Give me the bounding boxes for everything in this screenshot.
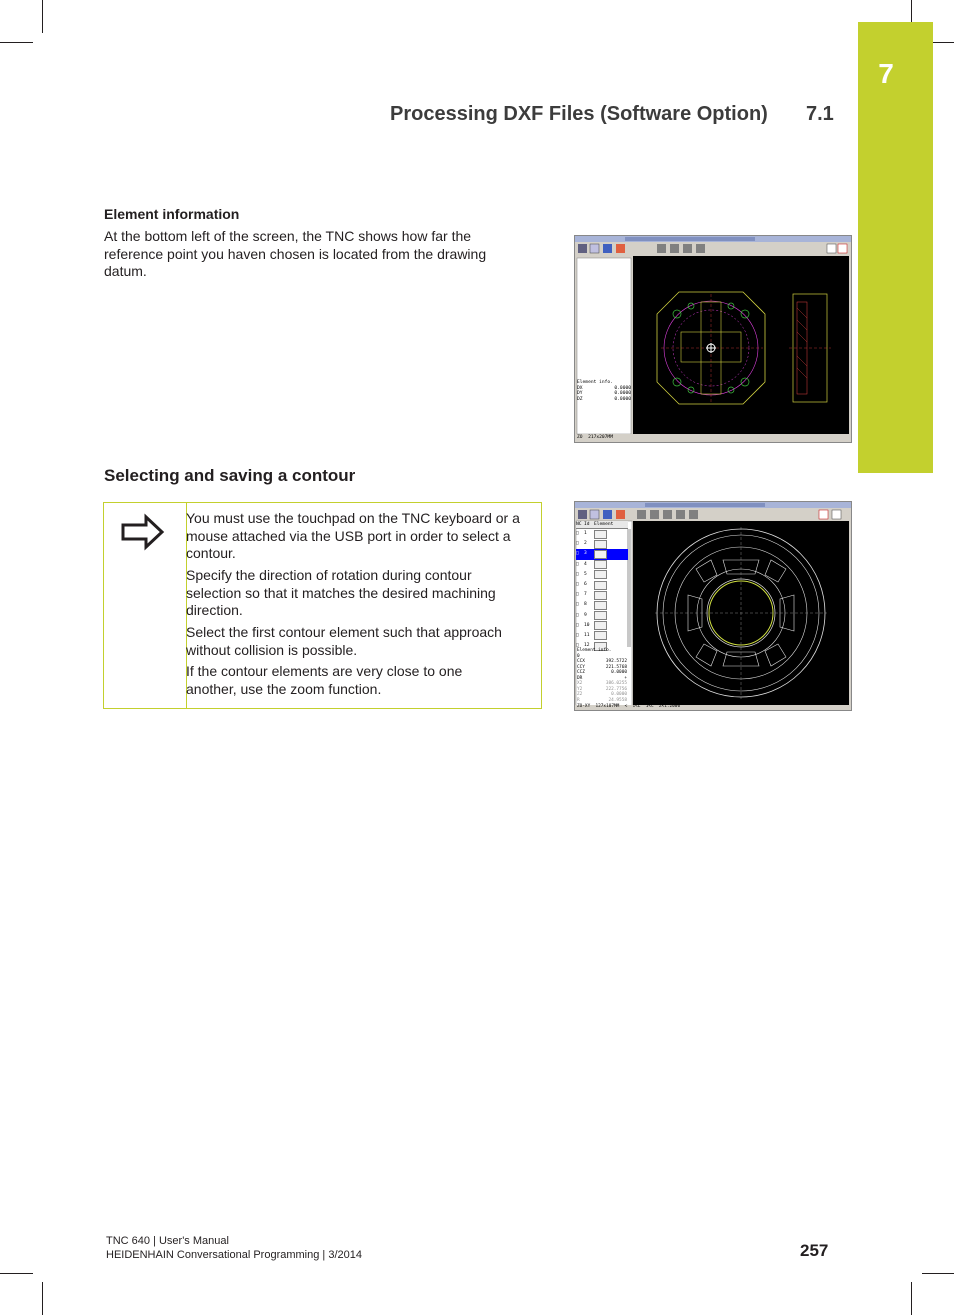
page-header-title: Processing DXF Files (Software Option) <box>390 103 768 125</box>
row-value: 24.9558 <box>608 697 627 703</box>
element-info-rows <box>577 659 627 703</box>
checkbox-icon[interactable]: □ <box>576 643 579 649</box>
element-type-icon <box>594 530 607 539</box>
element-info-title: Element info. <box>577 648 612 653</box>
element-type-icon <box>594 591 607 600</box>
row-value: 392.5722 <box>605 659 627 664</box>
checkbox-icon[interactable]: □ <box>576 551 579 557</box>
element-id: 11 <box>584 632 590 638</box>
footer-subtitle: HEIDENHAIN Conversational Programming | 3/2014 <box>106 1249 362 1261</box>
row-value: 0.0000 <box>614 385 631 391</box>
row-label: R <box>577 697 580 703</box>
list-item[interactable] <box>576 580 628 590</box>
row-label: DY <box>577 391 583 397</box>
element-type-icon <box>594 581 607 590</box>
element-id: 8 <box>584 602 587 608</box>
list-item[interactable] <box>576 611 628 621</box>
list-item[interactable] <box>576 631 628 641</box>
row-label: X2 <box>577 681 583 686</box>
row-label: DR <box>577 675 583 681</box>
text-line: datum. <box>104 263 147 279</box>
element-info-value: 0 <box>577 653 580 659</box>
checkbox-icon[interactable]: □ <box>576 531 579 536</box>
list-item[interactable] <box>576 539 628 549</box>
element-info-row <box>577 397 631 403</box>
element-type-icon <box>594 611 607 620</box>
page-header-section: 7.1 <box>806 103 834 125</box>
list-header <box>576 521 628 529</box>
list-item[interactable] <box>576 590 628 600</box>
text-line: At the bottom left of the screen, the TNC shows how far the <box>104 228 472 244</box>
element-type-icon <box>594 540 607 549</box>
crop-mark <box>933 42 954 43</box>
element-id: 7 <box>584 592 587 598</box>
element-type-icon <box>594 570 607 579</box>
element-type-icon <box>594 601 607 610</box>
row-value: 221.5768 <box>605 664 627 670</box>
crop-mark <box>42 0 43 33</box>
row-value: 0.0000 <box>614 396 631 402</box>
element-info-panel <box>577 648 627 703</box>
row-value: 222.7756 <box>605 686 627 692</box>
checkbox-icon[interactable]: □ <box>576 561 579 567</box>
element-id: 2 <box>584 541 587 547</box>
crop-mark <box>0 1273 33 1274</box>
text-line: another, use the zoom function. <box>186 680 382 697</box>
arrow-right-icon <box>120 513 166 551</box>
checkbox-icon[interactable]: □ <box>576 581 579 587</box>
page-number: 257 <box>800 1241 829 1260</box>
element-type-icon <box>594 550 607 559</box>
note-paragraph <box>186 510 538 563</box>
element-id: 3 <box>584 551 587 557</box>
list-item[interactable] <box>576 600 628 610</box>
element-info-row <box>577 698 627 704</box>
element-type-icon <box>594 621 607 630</box>
row-label: DX <box>577 385 583 391</box>
element-info-panel <box>577 380 631 402</box>
text-line: without collision is possible. <box>186 641 358 658</box>
section-heading: Selecting and saving a contour <box>104 466 356 485</box>
status-bar: ZO-XY 127x107MM < 1<L 1<C Z<1.2000 <box>577 704 681 709</box>
element-type-icon <box>594 631 607 640</box>
list-item[interactable] <box>576 560 628 570</box>
note-paragraph <box>186 663 538 698</box>
element-id: 1 <box>584 531 587 536</box>
checkbox-icon[interactable]: □ <box>576 622 579 628</box>
footer-manual-title: TNC 640 | User's Manual <box>106 1235 229 1247</box>
text-line: Select the first contour element such that approach <box>186 624 502 640</box>
text-line: You must use the touchpad on the TNC keyboard or a <box>186 510 520 526</box>
element-info-paragraph <box>104 228 486 281</box>
element-info-title: Element info. <box>577 380 613 385</box>
column-header: Element <box>594 522 614 527</box>
text-line: reference point you haven chosen is located from the drawing <box>104 245 487 262</box>
note-paragraph <box>186 624 538 659</box>
element-type-icon <box>594 560 607 569</box>
text-line: mouse attached via the USB port in order to select a <box>186 527 511 544</box>
column-header: Id <box>584 522 590 527</box>
checkbox-icon[interactable]: □ <box>576 632 579 638</box>
checkbox-icon[interactable]: □ <box>576 592 579 598</box>
checkbox-icon[interactable]: □ <box>576 612 579 618</box>
text-line: direction. <box>186 602 243 618</box>
text-line: selection so that it matches the desired machining <box>186 584 496 601</box>
text-line: If the contour elements are very close to one <box>186 663 463 679</box>
screenshot-contour-selection <box>574 501 852 711</box>
crop-mark <box>42 1282 43 1315</box>
crop-mark <box>911 0 912 22</box>
checkbox-icon[interactable]: □ <box>576 602 579 608</box>
chapter-number: 7 <box>878 58 894 89</box>
screenshot-element-info <box>574 235 852 443</box>
list-item[interactable] <box>576 529 628 539</box>
screenshot-graphic <box>575 236 851 442</box>
list-rows <box>576 529 628 651</box>
element-id: 6 <box>584 581 587 587</box>
text-line: Specify the direction of rotation during contour <box>186 567 472 583</box>
element-id: 4 <box>584 561 587 567</box>
column-header: NC <box>576 522 582 527</box>
list-item[interactable] <box>576 621 628 631</box>
note-paragraph <box>186 567 538 620</box>
row-value: 386.0255 <box>605 681 627 686</box>
element-id: 9 <box>584 612 587 618</box>
row-value: 0.0000 <box>611 692 627 697</box>
element-id: 5 <box>584 571 587 577</box>
list-item[interactable] <box>576 549 628 559</box>
checkbox-icon[interactable]: □ <box>576 571 579 577</box>
row-value: 0.0000 <box>614 391 631 397</box>
row-value: 0.0000 <box>611 670 627 675</box>
row-label: CCY <box>577 664 585 670</box>
element-id: 10 <box>584 622 590 628</box>
text-line: contour. <box>186 545 236 561</box>
crop-mark <box>911 1282 912 1315</box>
checkbox-icon[interactable]: □ <box>576 541 579 547</box>
crop-mark <box>0 42 33 43</box>
crop-mark <box>922 1273 954 1274</box>
row-label: Y2 <box>577 686 583 692</box>
list-item[interactable] <box>576 570 628 580</box>
row-label: DZ <box>577 396 583 402</box>
row-label: CCZ <box>577 670 585 675</box>
status-bar: ZO 217x207MM <box>577 435 613 440</box>
element-list <box>576 521 628 651</box>
row-label: Z2 <box>577 692 583 697</box>
element-info-heading: Element information <box>104 206 240 222</box>
row-label: CCX <box>577 659 585 664</box>
row-value: + <box>624 675 627 681</box>
element-id: 12 <box>584 643 590 649</box>
